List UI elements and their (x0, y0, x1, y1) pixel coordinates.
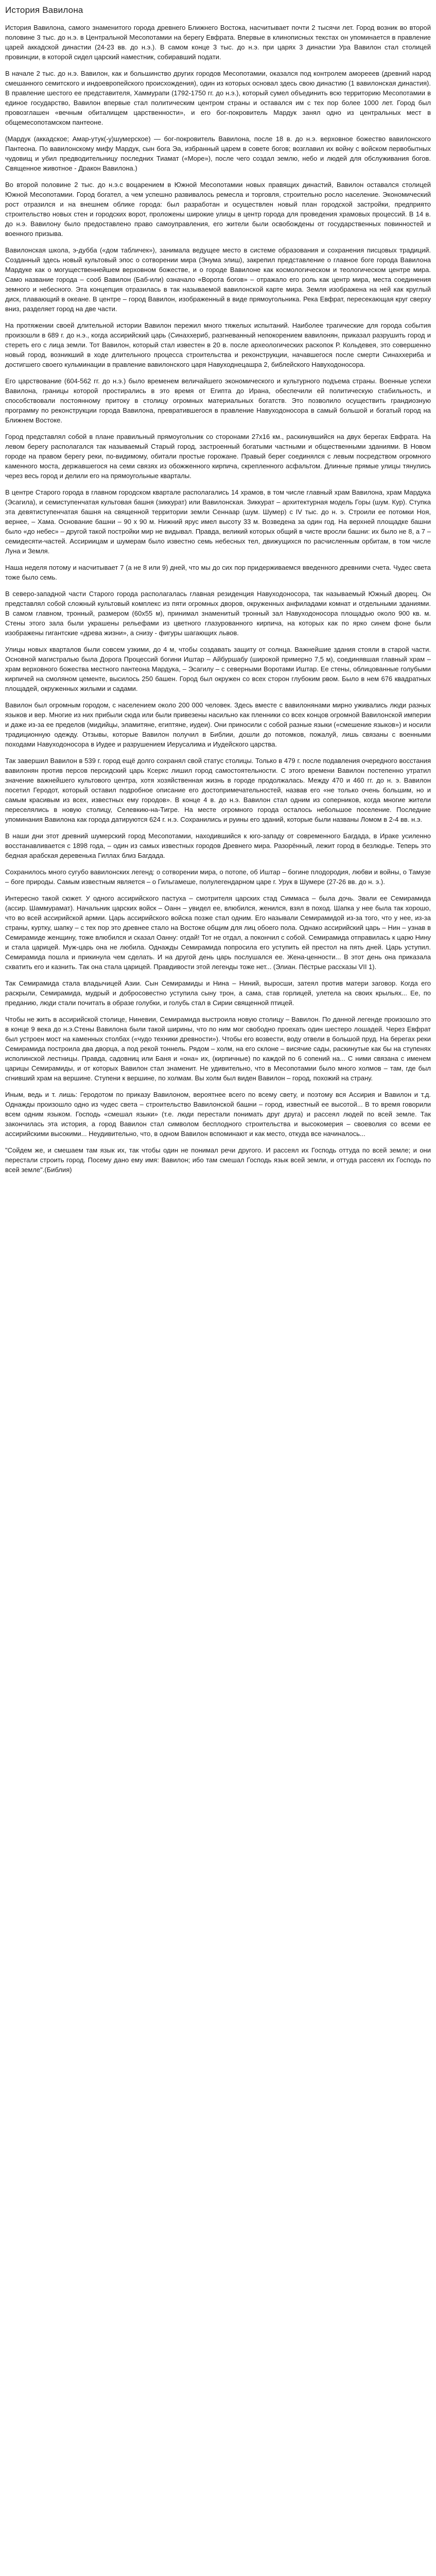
article-paragraph: Во второй половине 2 тыс. до н.э.с воцарением в Южной Месопотамии новых правящих династий, Вавилон оставался столицей Южной Месопотамии. Город богател, а чем успешно развивалось ремесла и торговля, строительно росло население. Экономический рост отразился и на внешнем облике города: был разработан и осуществлен новый план городской застройки, предприято строительство новых стен и городских ворот, проложены широкие улицы в центр города для проведения храмовых процессий. В 14 в. до н.э. Вавилону было предоставлено право самоуправления, его жители были освобождены от государственных повинностей и военного призыва. (5, 181, 431, 238)
article-paragraph: "Сойдем же, и смешаем там язык их, так чтобы один не понимал речи другого. И рассеял их Господь оттуда по всей земле; и они перестали строить город. Посему дано ему имя: Вавилон; ибо там смешал Господь язык всей земли, и оттуда рассеял их Господь по всей земле".(Библия) (5, 1146, 431, 1174)
article-paragraph: В начале 2 тыс. до н.э. Вавилон, как и большинство других городов Месопотамии, оказался под контролем аморееев (древний народ смешанного семитского и индоевропейского происхождения), один из которых основал здесь свою династию (1 вавилонская династия). В правление шестого ее представителя, Хаммурапи (1792-1750 гг. до н.э.), который сумел объединить всю территорию Месопотамии в единое государство, Вавилон впервые стал политическим центром страны и оставался им с тех пор более 1000 лет. Город был провозглашен «вечным обиталищем царственности», и его бог-покровитель Мардук занял одно из центральных мест в общемесопотамском пантеоне. (5, 70, 431, 126)
article-paragraph: Интересно такой сюжет. У одного ассирийского пастуха – смотрителя царских стад Симмаса – была дочь. Звали ее Семирамида (ассир. Шаммурамат). Начальник царских войск – Оанн – увидел ее, влюбился, женился, взял в поход. Шапка у нее была так хорошо, что во всей ассирийской армии. Царь ассирийского войска позже стал одним. Его называли Семирамидой из-за того, что у нее, из-за страны, куртку, шапку – с тех пор это древнее стало на Востоке общим для лиц обоего пола. Однако ассирийский царь – Нин – узнав в Семирамиде женщину, тоже влюбился и сказал Оанну: отдай! Тот не отдал, а покончил с собой. Семирамида отправилась к царю Нину и стала царицей. Муж-царь она не любила. Однажды Семирамида попросила его уступить ей престол на пять дней. Царь уступил. Семирамида пошла и прикинула чем сделать. И на другой день царь послушался ее. Жена-ценности... В этот день она приказала схватить его и казнить. Так она стала царицей. Правдивости этой легенды тоже нет... (Элиан. Пёстрые рассказы VII 1). (5, 894, 431, 971)
article-paragraph: Улицы новых кварталов были совсем узкими, до 4 м, чтобы создавать защиту от солнца. Важнейшие здания стояли в старой части. Основной магистралью была Дорога Процессий богини Иштар – Айбуршабу (широкой примерно 7,5 м), соединявшая главный храм – храм верховного божества местного пантеона Мардука, – Эсагилу – с северными Воротами Иштар. Ее стены, облицованные голубыми кирпичей на смоляном цементе, высилось 250 башен. Город был окружен со всех сторон глубоким рвом. Было в нем 676 квадратных площадей, окруженных жилыми и садами. (5, 646, 431, 692)
article-paragraph: На протяжении своей длительной истории Вавилон пережил много тяжелых испытаний. Наиболее трагические для города события произошли в 689 г. до н.э., когда ассирийский царь (Синаххериб, разгневанный непокорением вавилонян, приказал разрушить город и стереть его с лица земли. Тот Вавилон, который стал известен в 20 в. после археологических раскопок Р. Кольдевея, это совершенно новый город, возникший в ходе длительного процесса строительства и реконструкции, начавшегося после смерти Синаххериба и достигшего своего кульминации в правление вавилонского царя Навуходнецашра 2, библейского Навуходоносора. (5, 321, 431, 368)
article-paragraph: В северо-западной части Старого города располагалась главная резиденция Навуходоносора, так называемый Южный дворец. Он представлял собой сложный культовый комплекс из пяти огромных дворов, окруженных анфиладами комнат и отдельными зданиями. В самом главном, тронный, размером (60х55 м), принимал знаменитый тронный зал Навуходоносора площадью около 900 кв. м. Стены этого зала были украшены рельефами из цветного глазурованного кирпича, на которых как по ярко синем фоне были изображены гигантские «древа жизни», а снизу - фигуры шагающих львов. (5, 590, 431, 637)
article-paragraph: Вавилонская школа, э-дубба («дом табличек»), занимала ведущее место в системе образования и сохранения писцовых традиций. Созданный здесь новый культовый эпос о сотворении мира (Энума элиш), закрепил представление о главное боге города Вавилона Мардуке как о могущественнейшем верховном божестве, и о городе Вавилоне как космологическом и теологическом центре мира. Само название города – сооб Вавилон (Баб-или) означало «Ворота богов» – отражало его роль как центр мира, места соединения земного и небесного. Эта концепция отразилась в так называемой вавилонской карте мира. Земля изображена на ней как круглый диск, плавающий в океане. В центре – город Вавилон, изображенный в виде прямоугольника. Река Евфрат, пересекающая круг сверху вниз, разделяет город на две части. (5, 246, 431, 313)
article-body (5, 23, 431, 1175)
article-paragraph: Сохранилось много сугубо вавилонских легенд: о сотворении мира, о потопе, об Иштар – богине плодородия, любви и войны, о Тамузе – боге природы. Самым известным является – о Гильгамеше, полулегендарном царе г. Урук в Шумере (27-26 вв. до н. э.). (5, 868, 431, 886)
article-paragraph: (Мардук (аккадское; Амар-утук(-у)шумерское) — бог-покровитель Вавилона, после 18 в. до н.э. верховное божество вавилонского Пантеона. По вавилонскому мифу Мардук, сын бога Эа, избранный царем в совете богов; возглавил их войну с войском первобытных чудовищ и убил предводительницу последних Тиамат («Море»), после чего создал землю, небо и людей для обслуживания богов. Священное животное - Дракон Вавилона.) (5, 135, 431, 172)
article-paragraph: Наша неделя потому и насчитывает 7 (а не 8 или 9) дней, что мы до сих пор придерживаемся введенного древними счета. Чудес света тоже было семь. (5, 564, 431, 581)
page-title: История Вавилона (5, 5, 83, 15)
article-paragraph: Чтобы не жить в ассирийской столице, Ниневии, Семирамида выстроила новую столицу – Вавилон. По данной легенде произошло это в конце 9 века до н.э.Стены Вавилона были такой ширины, что по ним мог свободно проехать один шестеро лошадей. Через Евфрат был устроен мост на каменных столбах («чудо техники древности»). Чтобы его возвести, воду отвели в большой пруд. На берегах реки Семирамида построила два дворца, а под рекой тоннель. Рядом – холм, на его склоне – висячие сады, раскинутые как бы на ступенях исполинской лестницы. Правда, садовниц или Баня и «она» их, (кирпичные) по каждой по 6 сопений на... С ними связана с именем царицы Семирамиды, и от которых Вавилон стал знаменит. Не удивительно, что в Месопотамии было много холмов – там, где был сгнивший храм на вершине. Ступени к вершине, по холмам. Вы холм был виден Вавилон – город, похожий на страну. (5, 1015, 431, 1082)
article-paragraph: Так завершил Вавилон в 539 г. город ещё долго сохранял свой статус столицы. Только в 479 г. после подавления очередного восстания вавилонян против персов персидский царь Ксеркс лишил город самостоятельности. С этого времени Вавилон постепенно утратил значение важнейшего культового центра, хотя хозяйственная жизнь в городе продолжалась. Между 470 и 460 гг. до н. э. Вавилон посетил Геродот, который оставил подробное описание его достопримечательностей, назвав его «не только очень большим, но и самым красивым из всех, известных ему городов». В конце 4 в. до н.э. Вавилон стал одним из соперников, когда многие жители переселялись в новую столицу, Селевкию-на-Тигре. На месте огромного города осталось небольшое поселение. Последние упоминания Вавилона как города датируются 624 г. н.э. Сохранились и руины его зданий, которые были названы Ломом в 2-4 вв. н.э. (5, 757, 431, 823)
article (0, 0, 436, 1175)
article-paragraph: В наши дни этот древний шумерский город Месопотамии, находившийся к юго-западу от современного Багдада, в Ираке усиленно восстанавливается с 1898 года, – один из самых известных городов Древнего мира. Разорённый, лежит город в безлюдье. Теперь это бедная арабская деревенька Гиллах близ Багдада. (5, 832, 431, 859)
article-paragraph: Иным, ведь и т. лишь: Геродотом по приказу Вавилоном, вероятнее всего по всему свету, и поэтому вся Ассирия и Вавилон и т.д. Однажды произошло одно из чудес света – строительство Вавилонской башни – город, известный ее высотой... В то время говорили всем одним языком. Господь «смешал языки» (т.е. люди перестали понимать друг друга) и рассеял людей по всей земле. Так закончилась эта история, а город Вавилон стал символом бесплодного строительства и высокомерия – своеволия со всеми ее ассирийскими высокими... Неудивительно, что, в одном Вавилон вспоминают и как место, откуда все начиналось... (5, 1091, 431, 1138)
article-paragraph: Город представлял собой в плане правильный прямоугольник со сторонами 27х16 км., раскинувшийся на двух берегах Евфрата. На левом берегу располагался так называемый Старый город, застроенный богатыми частными и общественными зданиями. В Новом городе на правом берегу реки, по-видимому, обитали простые горожане. Правый берег соединялся с левым посредством огромного каменного моста, державшегося на семи связях из обожженного кирпича, скрепленного асфальтом. Длинные прямые улицы тянулись через весь город и делили его на прямоугольные кварталы. (5, 433, 431, 480)
article-paragraph: В центре Старого города в главном городском квартале располагались 14 храмов, в том числе главный храм Вавилона, храм Мардука (Эсагила), и семиступенчатая культовая башня (зиккурат) или Вавилонская. Зиккурат – архитектурная модель Горы (шум. Кур). Ступка эта девятиступенчатая башня на священной территории земли Сеннаар (шум. Шумер) с IV тыс. до н. э. Строили ее потомки Ноя, вернее, – Хама. Основание башни – 90 х 90 м. Нижний ярус имел высоту 33 м. Возведена за один год. На верхней площадке башни было «до небес» – другой такой постройки мир не видывал. Правда, великий которых общий в чисте вросли башни: их было не 8, а 7 – семидесяти-частей. Ассириицам и шумерам было известно семь небесных тел, движущихся по расчисленным орбитам, в том числе Луна и Земля. (5, 488, 431, 555)
article-paragraph: Вавилон был огромным городом, с населением около 200 000 человек. Здесь вместе с вавилонянами мирно уживались люди разных языков и вер. Многие из них прибыли сюда или были привезены насильно как пленники со всех концов огромной Вавилонской империи и даже из-за ее пределов (мидийцы, эламитяне, египтяне, иудеи). Они приносили с собой разные языки («смешение языков») и носили традиционную одежду. Отзывы, которые Вавилон получил в Библии, дошли до потомков, пожалуй, лишь связаны с военными походами Навуходоносора в Иудее и разрушением Иерусалима и Иудейского царства. (5, 701, 431, 748)
article-paragraph: История Вавилона, самого знаменитого города древнего Ближнего Востока, насчитывает почти 2 тысячи лет. Город возник во второй половине 3 тыс. до н.э. в Центральной Месопотамии на берегу Евфрата. Впервые в клинописных текстах он упоминается в правление царей аккадской династии (24-23 вв. до н.э.). В самом конце 3 тыс. до н.э. при царях 3 династии Ура Вавилон стал столицей провинции, в которой сидел царский наместник, собиравший подати. (5, 24, 431, 61)
article-paragraph: Так Семирамида стала владычицей Азии. Сын Семирамиды и Нина – Ниний, выросши, затеял против матери заговор. Когда его раскрыли, Семирамида, мудрый и добросовестно уступила сыну трон, а сама, став горлицей, улетела на своих крыльях... Ее, по преданию, люди стали почитать в образе голубки, и голубь стал в Сирии священной птицей. (5, 979, 431, 1007)
article-paragraph: Его царствование (604-562 гг. до н.э.) было временем величайшего экономического и культурного подъема страны. Военные успехи Вавилона, границы которой простирались в это время от Египта до Ирана, обеспечили ей политическую стабильность, и способствовали постоянному притоку в столицу огромных материальных богатств. Это позволило осуществить грандиозную программу по реконструкции города Вавилона, превратившегося в правление Навуходоносора в самый большой и богатый город на Ближнем Востоке. (5, 377, 431, 424)
